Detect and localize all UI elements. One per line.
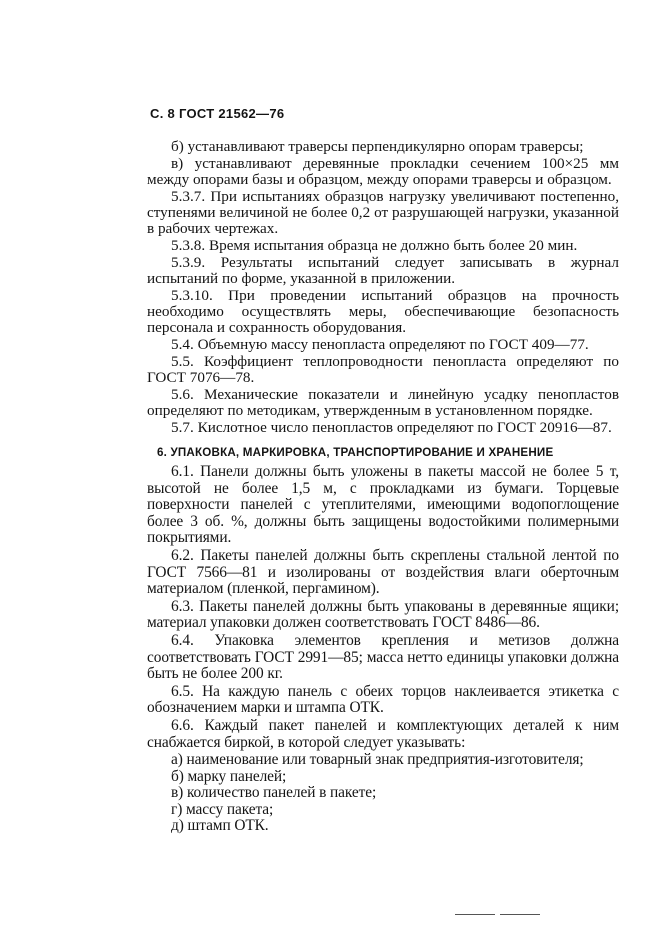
paragraph: 5.6. Механические показатели и линейную усадку пенопластов определяют по методикам, утвержденным в установленном порядке. (147, 386, 619, 419)
paragraph: 6.6. Каждый пакет панелей и комплектующих деталей к ним снабжается биркой, в которой следует указывать: (147, 716, 619, 751)
list-item: а) наименование или товарный знак предприятия-изготовителя; (171, 751, 584, 769)
paragraph: б) устанавливают траверсы перпендикулярно опорам траверсы; (171, 138, 584, 155)
list-item: д) штамп ОТК. (171, 817, 269, 835)
list-item: в) количество панелей в пакете; (171, 784, 377, 802)
paragraph: 6.3. Пакеты панелей должны быть упакованы в деревянные ящики; материал упаковки должен соответствовать ГОСТ 8486—86. (147, 597, 619, 632)
page-content (147, 139, 619, 835)
paragraph: 6.1. Панели должны быть уложены в пакеты массой не более 5 т, высотой не более 1,5 м, с прокладками из бумаги. Торцевые поверхности панелей с утеплителями, имеющими водопоглощение более 3 об. %, должны быть защищены водостойкими полимерными покрытиями. (147, 463, 619, 547)
paragraph: 5.4. Объемную массу пенопласта определяют по ГОСТ 409—77. (171, 336, 589, 353)
paragraph: 5.3.9. Результаты испытаний следует записывать в журнал испытаний по форме, указанной в приложении. (147, 254, 619, 287)
paragraph: 6.5. На каждую панель с обеих торцов наклеивается этикетка с обозначением марки и штампа ОТК. (147, 682, 619, 717)
paragraph: 5.5. Коэффициент теплопроводности пенопласта определяют по ГОСТ 7076—78. (147, 353, 619, 386)
page-header: С. 8 ГОСТ 21562—76 (150, 106, 285, 121)
paragraph: 5.3.7. При испытаниях образцов нагрузку увеличивают постепенно, ступенями величиной не более 0,2 от разрушающей нагрузки, указанной в рабочих чертежах. (147, 188, 619, 237)
section-title: 6. УПАКОВКА, МАРКИРОВКА, ТРАНСПОРТИРОВАНИЕ И ХРАНЕНИЕ (157, 446, 554, 459)
list-item: г) массу пакета; (171, 800, 274, 818)
paragraph: 5.3.8. Время испытания образца не должно быть более 20 мин. (171, 237, 578, 254)
paragraph: 5.3.10. При проведении испытаний образцов на прочность необходимо осуществлять меры, обеспечивающие безопасность персонала и сохранность оборудования. (147, 287, 619, 336)
footer-divider (500, 914, 540, 915)
paragraph: 6.4. Упаковка элементов крепления и метизов должна соответствовать ГОСТ 2991—85; масса нетто единицы упаковки должна быть не более 200 кг. (147, 631, 619, 683)
list-item: б) марку панелей; (171, 767, 287, 785)
paragraph: 6.2. Пакеты панелей должны быть скреплены стальной лентой по ГОСТ 7566—81 и изолированы от воздействия влаги оберточным материалом (пленкой, пергамином). (147, 546, 619, 598)
paragraph: в) устанавливают деревянные прокладки сечением 100×25 мм между опорами базы и образцом, между опорами траверсы и образцом. (147, 155, 619, 188)
paragraph: 5.7. Кислотное число пенопластов определяют по ГОСТ 20916—87. (171, 419, 612, 436)
footer-divider (455, 914, 495, 915)
